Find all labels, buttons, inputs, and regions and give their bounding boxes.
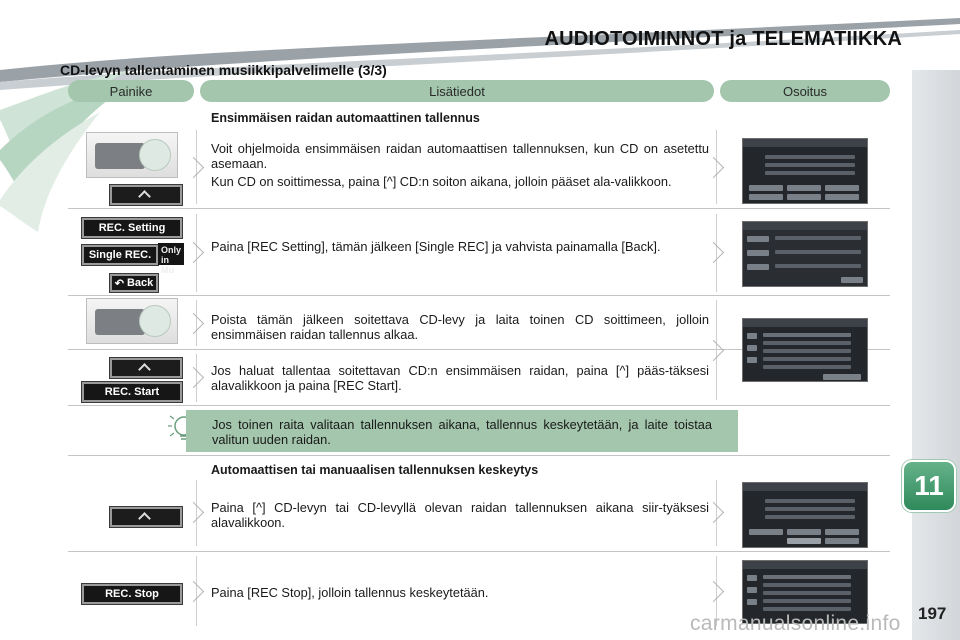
row6-paragraph: Paina [REC Stop], jolloin tallennus keskeytetään. xyxy=(211,585,489,600)
single-rec-button-icon: Single REC. xyxy=(82,245,158,265)
chevron-right-icon xyxy=(183,367,204,388)
chevron-right-icon xyxy=(183,313,204,334)
back-button-label: Back xyxy=(126,277,154,289)
back-arrow-icon: ↶ xyxy=(114,277,124,290)
screen-cd-submenu xyxy=(742,138,868,204)
rec-start-button-icon: REC. Start xyxy=(82,382,182,402)
row-separator xyxy=(68,405,890,406)
screen-rec-setting xyxy=(742,221,868,287)
only-in-mu-label xyxy=(158,243,184,275)
only-text: Only xyxy=(161,245,182,255)
in-mu-text: in Mu xyxy=(161,255,174,275)
row2-details xyxy=(211,239,709,257)
row-separator xyxy=(68,208,890,209)
page-number: 197 xyxy=(918,604,947,623)
row1-details xyxy=(211,141,709,192)
subhead-stop-recording: Automaattisen tai manuaalisen tallennuksen keskeytys xyxy=(211,463,539,477)
up-arrow-button-icon xyxy=(110,358,182,378)
column-header-indication: Osoitus xyxy=(720,80,890,102)
cd-insert-photo xyxy=(86,132,178,178)
row1-paragraph-2: Kun CD on soittimessa, paina [^] CD:n soiton aikana, jolloin pääset ala-valikkoon. xyxy=(211,174,672,189)
back-button-icon xyxy=(110,274,158,292)
chevron-right-icon xyxy=(183,242,204,263)
rec-setting-button-icon: REC. Setting xyxy=(82,218,182,238)
tip-text: Jos toinen raita valitaan tallennuksen aikana, tallennus keskeytetään, ja laite toistaa valitun uuden raidan. xyxy=(212,417,712,447)
screen-cd-track-list xyxy=(742,318,868,382)
watermark: carmanualsonline.info xyxy=(690,612,901,635)
column-header-details: Lisätiedot xyxy=(200,80,714,102)
row4-paragraph: Jos haluat tallentaa soitettavan CD:n ensimmäisen raidan, paina [^] pääs-täksesi alavalikkoon ja paina [REC Start]. xyxy=(211,363,709,393)
cd-insert-photo xyxy=(86,298,178,344)
page-header-title: AUDIOTOIMINNOT ja TELEMATIIKKA xyxy=(544,28,902,50)
rec-stop-button-icon: REC. Stop xyxy=(82,584,182,604)
chevron-right-icon xyxy=(183,581,204,602)
row1-paragraph-1: Voit ohjelmoida ensimmäisen raidan automaattisen tallennuksen, kun CD on asetettu asemaan. xyxy=(211,141,709,171)
row2-paragraph: Paina [REC Setting], tämän jälkeen [Single REC] ja vahvista painamalla [Back]. xyxy=(211,239,661,254)
row3-details xyxy=(211,312,709,345)
row6-details xyxy=(211,585,709,603)
up-arrow-button-icon xyxy=(110,185,182,205)
right-margin-band xyxy=(912,70,960,640)
row4-details xyxy=(211,363,709,396)
section-title: CD-levyn tallentaminen musiikkipalvelimelle (3/3) xyxy=(60,62,387,78)
row-separator xyxy=(68,551,890,552)
column-header-button: Painike xyxy=(68,80,194,102)
chapter-number-badge: 11 xyxy=(902,460,956,512)
screen-recording-submenu xyxy=(742,482,868,548)
up-arrow-button-icon xyxy=(110,507,182,527)
subhead-first-track-recording: Ensimmäisen raidan automaattinen tallennus xyxy=(211,111,480,125)
chevron-right-icon xyxy=(183,502,204,523)
row-separator xyxy=(68,455,890,456)
row3-paragraph: Poista tämän jälkeen soitettava CD-levy ja laita toinen CD soittimeen, jolloin ensimmäisen raidan tallennus alkaa. xyxy=(211,312,709,342)
row5-paragraph: Paina [^] CD-levyn tai CD-levyllä olevan raidan tallennuksen aikana siir-tyäksesi alavalikkoon. xyxy=(211,500,709,530)
row5-details xyxy=(211,500,709,533)
row-separator xyxy=(68,295,890,296)
